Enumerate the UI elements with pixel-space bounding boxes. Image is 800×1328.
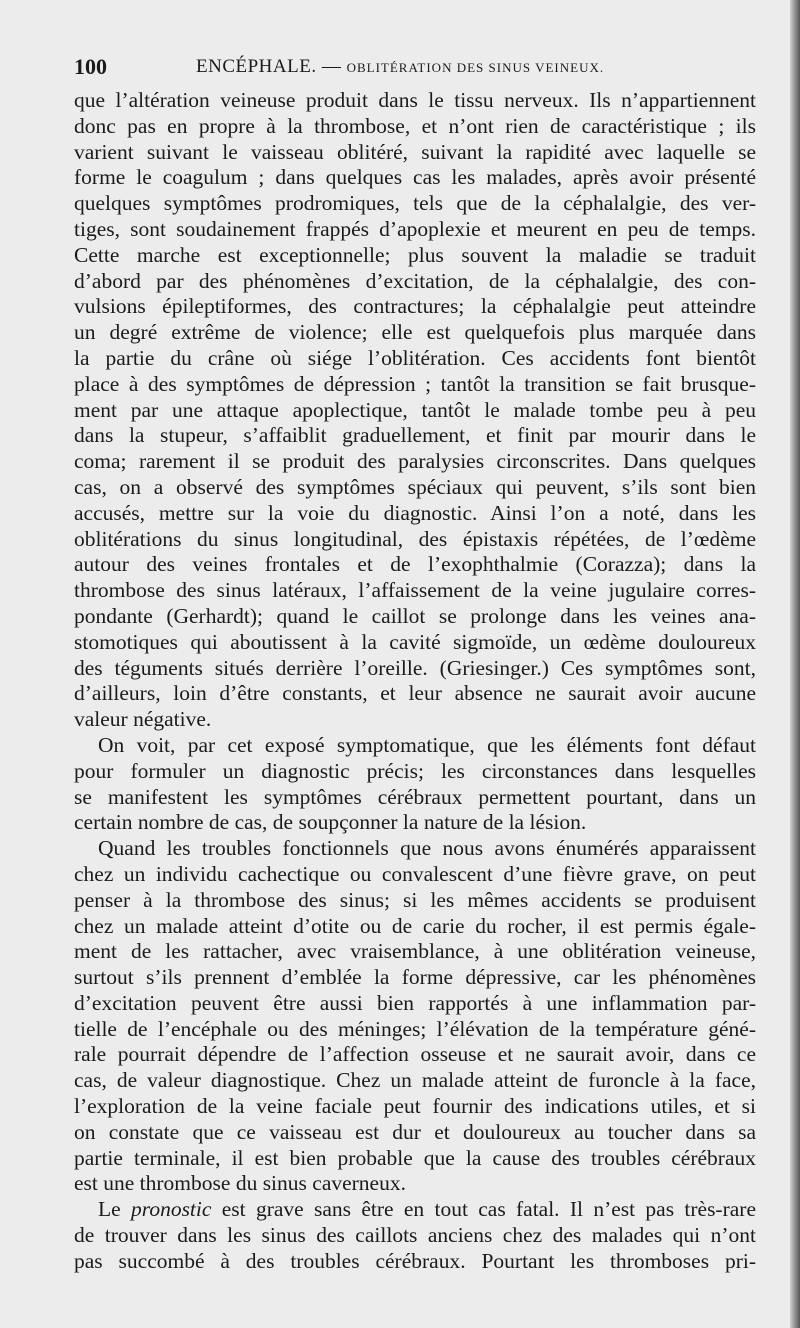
text-line: on constate que ce vaisseau est dur et douloureux au toucher dans sa: [74, 1119, 756, 1144]
text-line: la partie du crâne où siége l’oblitération. Ces accidents font bientôt: [74, 345, 756, 370]
page-header: [74, 54, 756, 84]
text-line: vulsions épileptiformes, des contractures; la céphalalgie peut atteindre: [74, 294, 756, 319]
text-line: On voit, par cet exposé symptomatique, que les éléments font défaut: [98, 732, 756, 757]
text-line: tielle de l’encéphale ou des méninges; l’élévation de la température géné-: [74, 1016, 756, 1041]
text-line: chez un malade atteint d’otite ou de carie du rocher, il est permis égale-: [74, 913, 756, 938]
body-text: [74, 88, 756, 1275]
text-line: tiges, sont soudainement frappés d’apoplexie et meurent en peu de temps.: [74, 216, 756, 241]
text-line: thrombose des sinus latéraux, l’affaissement de la veine jugulaire corres-: [74, 578, 756, 603]
text-line: dans la stupeur, s’affaiblit graduellement, et finit par mourir dans le: [74, 423, 756, 448]
text-line: ment de les rattacher, avec vraisemblance, à une oblitération veineuse,: [74, 939, 756, 964]
running-head-subtitle: OBLITÉRATION DES SINUS VEINEUX.: [346, 60, 605, 75]
text-line: quelques symptômes prodromiques, tels que de la céphalalgie, des ver-: [74, 191, 756, 216]
text-line: que l’altération veineuse produit dans le tissu nerveux. Ils n’appartiennent: [74, 88, 756, 112]
text-line: Quand les troubles fonctionnels que nous avons énumérés apparaissent: [98, 836, 756, 861]
text-line: donc pas en propre à la thrombose, et n’ont rien de caractéristique ; ils: [74, 113, 756, 138]
text-line: penser à la thrombose des sinus; si les mêmes accidents se produisent: [74, 887, 756, 912]
text-line: de trouver dans les sinus des caillots anciens chez des malades qui n’ont: [74, 1223, 756, 1248]
text-line: valeur négative.: [74, 707, 212, 732]
text-line: forme le coagulum ; dans quelques cas les malades, après avoir présenté: [74, 165, 756, 190]
text-line: pas succombé à des troubles cérébraux. Pourtant les thromboses pri-: [74, 1248, 756, 1273]
text-line: surtout s’ils prennent d’emblée la forme dépressive, car les phénomènes: [74, 965, 756, 990]
text-line: cas, de valeur diagnostique. Chez un malade atteint de furoncle à la face,: [74, 1068, 756, 1093]
text-line: autour des veines frontales et de l’exophthalmie (Corazza); dans la: [74, 552, 756, 577]
text-line: se manifestent les symptômes cérébraux permettent pourtant, dans un: [74, 784, 756, 809]
text-line: chez un individu cachectique ou convalescent d’une fièvre grave, on peut: [74, 861, 756, 886]
text-line: pour formuler un diagnostic précis; les circonstances dans lesquelles: [74, 758, 756, 783]
page-number: 100: [74, 54, 107, 79]
text-line: partie terminale, il est bien probable que la cause des troubles cérébraux: [74, 1145, 756, 1170]
text-line: certain nombre de cas, de soupçonner la nature de la lésion.: [74, 810, 587, 835]
text-line: place à des symptômes de dépression ; tantôt la transition se fait brusque-: [74, 371, 756, 396]
text-line: varient suivant le vaisseau oblitéré, suivant la rapidité avec laquelle se: [74, 139, 756, 164]
text-line: stomotiques qui aboutissent à la cavité sigmoïde, un œdème douloureux: [74, 629, 756, 654]
paragraph: [74, 733, 756, 836]
text-line: un degré extrême de violence; elle est quelquefois plus marquée dans: [74, 320, 756, 345]
paragraph: [74, 1197, 756, 1274]
text-line: d’excitation peuvent être aussi bien rapportés à une inflammation par-: [74, 990, 756, 1015]
paragraph: [74, 836, 756, 1197]
paragraph: [74, 88, 756, 733]
text-line: accusés, mettre sur la voie du diagnostic. Ainsi l’on a noté, dans les: [74, 500, 756, 525]
text-line: coma; rarement il se produit des paralysies circonscrites. Dans quelques: [74, 449, 756, 474]
text-line: l’exploration de la veine faciale peut fournir des indications utiles, et si: [74, 1094, 756, 1119]
text-line: ment par une attaque apoplectique, tantôt le malade tombe peu à peu: [74, 397, 756, 422]
running-head: [196, 56, 604, 78]
text-line: cas, on a observé des symptômes spéciaux qui peuvent, s’ils sont bien: [74, 474, 756, 499]
running-head-separator: —: [321, 56, 342, 77]
text-line: est une thrombose du sinus caverneux.: [74, 1171, 406, 1196]
text-line: Le pronostic est grave sans être en tout cas fatal. Il n’est pas très-rare: [98, 1197, 756, 1222]
text-line: des téguments situés derrière l’oreille. (Griesinger.) Ces symptômes sont,: [74, 655, 756, 680]
text-line: rale pourrait dépendre de l’affection osseuse et ne saurait avoir, dans ce: [74, 1042, 756, 1067]
text-line: d’abord par des phénomènes d’excitation, de la céphalalgie, des con-: [74, 268, 756, 293]
text-line: Cette marche est exceptionnelle; plus souvent la maladie se traduit: [74, 242, 756, 267]
text-line: pondante (Gerhardt); quand le caillot se prolonge dans les veines ana-: [74, 603, 756, 628]
emphasis-pronostic: pronostic: [131, 1197, 212, 1222]
text-line: d’ailleurs, loin d’être constants, et leur absence ne saurait avoir aucune: [74, 681, 756, 706]
running-head-title: ENCÉPHALE.: [196, 56, 317, 77]
text-line: oblitérations du sinus longitudinal, des épistaxis répétées, de l’œdème: [74, 526, 756, 551]
